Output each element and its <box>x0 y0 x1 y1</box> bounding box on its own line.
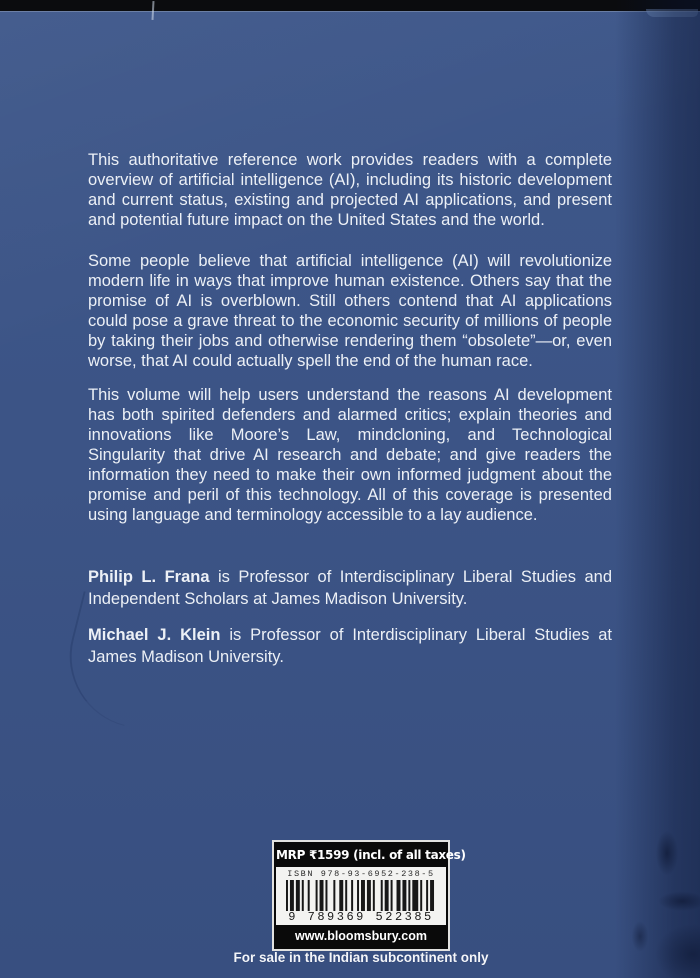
author-bio-text: is Professor of Interdisciplinary Liberal Studies and Independent Scholars at James Madison University. <box>88 568 612 608</box>
mrp-price-bar: MRP ₹1599 (incl. of all taxes) <box>276 848 466 862</box>
author-bio-text: is Professor of Interdisciplinary Liberal Studies at James Madison University. <box>88 626 612 666</box>
barcode-panel <box>276 867 446 925</box>
author-bio-klein <box>88 624 612 668</box>
publisher-website: www.bloomsbury.com <box>295 929 427 943</box>
barcode <box>286 880 436 911</box>
back-cover-blurb <box>88 150 612 569</box>
sale-region-note: For sale in the Indian subcontinent only <box>233 950 489 965</box>
author-bio-frana <box>88 566 612 610</box>
blurb-paragraph-3: This volume will help users understand the reasons AI development has both spirited defenders and alarmed critics; explain theories and innovations like Moore’s Law, mindcloning, and Technological Singularity that drive AI research and debate; and give readers the information they need to make their own informed judgment about the promise and peril of this technology. All of this coverage is presented using language and terminology accessible to a lay audience. <box>88 386 612 524</box>
author-name: Philip L. Frana <box>88 568 210 586</box>
barcode-bars <box>286 880 436 911</box>
blurb-paragraph-1: This authoritative reference work provides readers with a complete overview of artificial intelligence (AI), including its historic development and current status, existing and projected AI applications, and present and potential future impact on the United States and the world. <box>88 151 612 229</box>
author-bios <box>88 566 612 682</box>
author-name: Michael J. Klein <box>88 626 221 644</box>
ink-smudge <box>550 818 700 978</box>
book-top-edge <box>0 0 700 11</box>
blurb-paragraph-2: Some people believe that artificial intelligence (AI) will revolutionize modern life in ways that improve human existence. Others say that the promise of AI is overblown. Still others contend that AI applications could pose a grave threat to the economic security of millions of people by taking their jobs and otherwise rendering them “obsolete”—or, even worse, that AI could actually spell the end of the human race. <box>88 252 612 370</box>
price-barcode-label <box>272 840 466 951</box>
isbn-number: ISBN 978-93-6952-238-5 <box>287 869 435 879</box>
barcode-digits: 9 789369 522385 <box>288 910 434 924</box>
